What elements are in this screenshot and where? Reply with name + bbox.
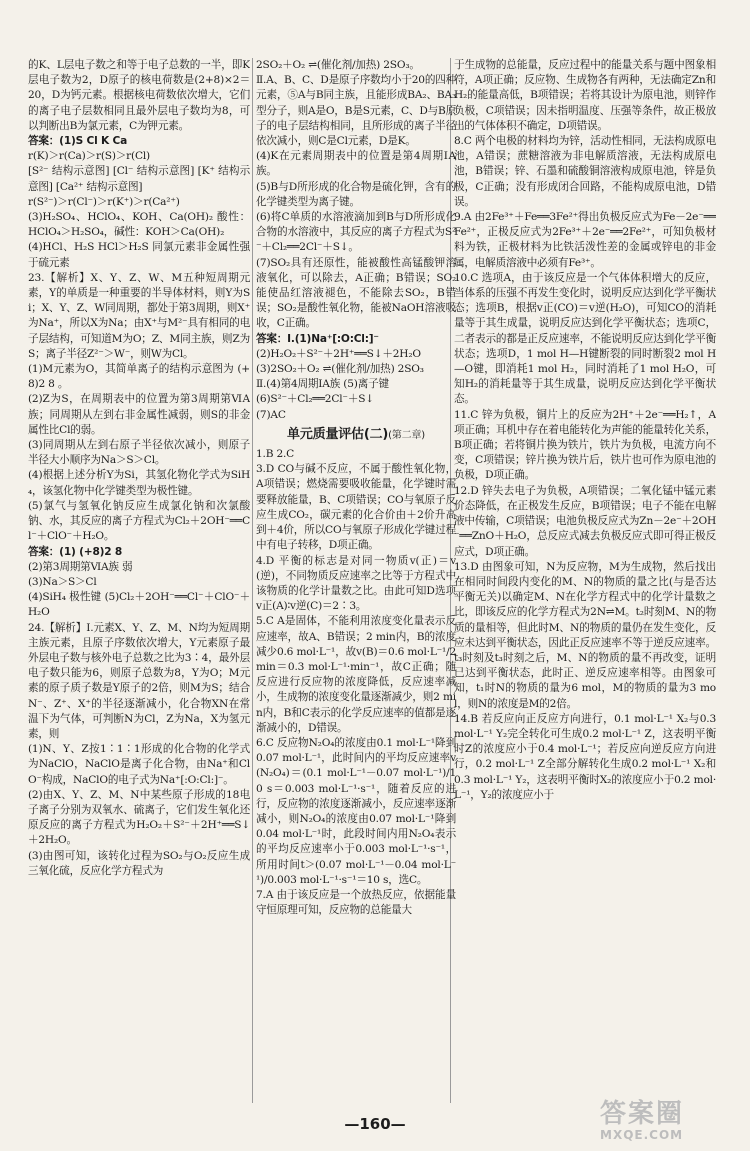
column-divider: [252, 58, 253, 1103]
paragraph: 于生成物的总能量，反应过程中的能量关系与题中图象相符，A项正确；反应物、生成物各有两种，无法确定Zn和H₂的能量高低，B项错误；若将其设计为原电池，则锌作负极，C项错误；因未指明温度、压强等条件，故正极放出的气体体积不确定，D项错误。: [454, 59, 716, 132]
paragraph: (1)N、Y、Z按1∶1∶1形成的化合物的化学式为NaClO，NaClO是离子化合物，由Na⁺和ClO⁻构成，NaClO的电子式为Na⁺[:O:Cl:]⁻。: [28, 743, 250, 786]
paragraph: (4)SiH₄ 极性键 (5)Cl₂＋2OH⁻══Cl⁻＋ClO⁻＋H₂O: [28, 591, 250, 619]
paragraph: (2)第3周期第ⅥA族 弱: [28, 560, 133, 573]
answer-item: 10.C 选项A，由于该反应是一个气体体积增大的反应，当体系的压强不再发生变化时，说明反应达到化学平衡状态；选项B，根据v正(CO)＝v逆(H₂O)，可知CO的消耗量等于其生成量，说明反应达到化学平衡状态；选项C，二者表示的都是正反应速率，不能说明反应达到化学平衡状态；选项D，1 mol H—H键断裂的同时断裂2 mol H—O键，即消耗1 mol H₂，同时消耗了1 mol H₂O，可知H₂的消耗量等于其生成量，说明反应达到化学平衡状态。: [454, 271, 716, 406]
paragraph: (2)Z为S，在周期表中的位置为第3周期第ⅥA族；同周期从左到右非金属性减弱，则S的非金属性比Cl的弱。: [28, 393, 250, 436]
column-3: [454, 58, 716, 1103]
page-number: —160—: [344, 1115, 406, 1133]
answer-item: 6.C 反应物N₂O₄的浓度由0.1 mol·L⁻¹降到0.07 mol·L⁻¹，此时间内的平均反应速率v(N₂O₄)＝(0.1 mol·L⁻¹－0.07 mol·L⁻¹)/10 s＝0.003 mol·L⁻¹·s⁻¹，随着反应的进行，反应物的浓度逐渐减小，反应速率逐渐减小，则N₂O₄的浓度由0.07 mol·L⁻¹降到0.04 mol·L⁻¹时，此段时间内用N₂O₄表示的平均反应速率小于0.003 mol·L⁻¹·s⁻¹，所用时间t＞(0.07 mol·L⁻¹－0.04 mol·L⁻¹)/0.003 mol·L⁻¹·s⁻¹＝10 s，选C。: [256, 736, 456, 886]
paragraph: (3)Na＞S＞Cl: [28, 575, 97, 588]
answer-item: 5.C A是固体，不能利用浓度变化量表示反应速率，故A、B错误；2 min内，B的浓度减少0.6 mol·L⁻¹，故v(B)＝0.6 mol·L⁻¹/2 min＝0.3 mol·L⁻¹·min⁻¹，故C正确；随反应进行反应物的浓度降低，反应速率减小，生成物的浓度变化量逐渐减少，则2 min内，B和C表示的化学反应速率的值都是逐渐减小的，D错误。: [256, 615, 456, 734]
watermark-text: 答案圈: [600, 1099, 685, 1129]
answer-item: 3.D CO与碱不反应，不属于酸性氧化物，A项错误；燃烧需要吸收能量，化学键时需要释放能量，B、C项错误；CO与氧原子反应生成CO₂，碳元素的化合价由＋2价升高到＋4价，所以CO与氧原子形成化学键过程中有电子转移，D项正确。: [256, 463, 456, 552]
question-analysis: 24.【解析】Ⅰ.元素X、Y、Z、M、N均为短周期主族元素，且原子序数依次增大，Y元素原子最外层电子数与核外电子总数之比为3∶4，最外层电子数只能为6，则原子总数为8，Y为O；M元素的原子质子数是Y原子的2倍，则M为S；结合N⁻、Z⁺、X⁺的半径逐渐减小，化合物XN在常温下为气体，可判断N为Cl，Z为Na，X为氢元素，则: [28, 621, 250, 740]
section-title: 单元质量评估(二): [287, 426, 389, 442]
paragraph: 2SO₂＋O₂ ⇌(催化剂/加热) 2SO₃。: [256, 59, 420, 71]
paragraph: Ⅱ.(4)第4周期ⅠA族 (5)离子键: [256, 378, 389, 391]
answer-item: 13.D 由图象可知，N为反应物，M为生成物，然后找出在相同时间段内变化的M、N的物质的量之比(与是否达平衡无关)以确定M、N在化学方程式中的化学计量数之比，即该反应的化学方程式为2N⇌M。t₂时刻M、N的物质的量相等，但此时M、N的物质的量仍在发生变化，反应未达到平衡状态，因此正反应速率不等于逆反应速率。t₃时刻及t₃时刻之后，M、N的物质的量不再改变，证明已达到平衡状态，此时正、逆反应速率相等。由图象可知，t₁时N的物质的量为6 mol，M的物质的量为3 mol，则N的浓度是M的2倍。: [454, 560, 716, 710]
paragraph: (4)HCl、H₂S HCl＞H₂S 同氯元素非金属性强于硫元素: [28, 241, 250, 269]
answer-line: 答案：Ⅰ.(1)Na⁺[:O:Cl:]⁻: [256, 332, 379, 345]
paragraph: (5)B与D所形成的化合物是硫化钾，含有的化学键类型为离子键。: [256, 180, 456, 208]
paragraph: (5)氯气与氢氧化钠反应生成氯化钠和次氯酸钠、水，其反应的离子方程式为Cl₂＋2OH⁻══Cl⁻＋ClO⁻＋H₂O。: [28, 499, 250, 543]
paragraph: (1)M元素为O，其简单离子的结构示意图为 (+8)2 8 。: [28, 363, 250, 391]
answer-item: 12.D 锌失去电子为负极，A项错误；二氧化锰中锰元素价态降低，在正极发生反应，B项错误；电子不能在电解液中传输，C项错误；电池负极反应式为Zn－2e⁻＋2OH⁻══ZnO＋H₂O，总反应式减去负极反应式即可得正极反应式，D项正确。: [454, 484, 716, 558]
paragraph: (7)AC: [256, 408, 286, 421]
column-1: [28, 58, 250, 1103]
answer-item: 14.B 若反应向正反应方向进行，0.1 mol·L⁻¹ X₂与0.3 mol·L⁻¹ Y₂完全转化可生成0.2 mol·L⁻¹ Z，这表明平衡时Z的浓度应小于0.4 mol·L⁻¹；若反应向逆反应方向进行，0.2 mol·L⁻¹ Z全部分解转化生成0.2 mol·L⁻¹ X₂和0.3 mol·L⁻¹ Y₂，这表明平衡时X₂的浓度应小于0.2 mol·L⁻¹，Y₂的浓度应小于: [454, 712, 716, 801]
watermark-logo: [600, 1100, 740, 1146]
paragraph: (7)SO₂具有还原性，能被酸性高锰酸钾溶液氧化，可以除去，A正确；B错误；SO₂能使品红溶液褪色，不能除去SO₂，B错误；SO₂是酸性氧化物，能被NaOH溶液吸收，C正确。: [256, 256, 456, 330]
paragraph: (4)K在元素周期表中的位置是第4周期ⅠA族。: [256, 150, 456, 178]
paragraph: (3)由图可知，该转化过程为SO₂与O₂反应生成三氧化硫，反应化学方程式为: [28, 849, 250, 877]
section-subtitle: (第二章): [388, 429, 425, 441]
question-analysis: 23.【解析】X、Y、Z、W、M五种短周期元素，Y的单质是一种重要的半导体材料，则Y为Si；X、Y、Z、W同周期，都处于第3周期，则X⁺为Na⁺，所以X为Na；由X⁺与M²⁻具有相同的电子层结构，可知道M为O；Z、M同主族，则Z为S；离子半径Z²⁻＞W⁻，则W为Cl。: [28, 271, 250, 360]
answer-item: 11.C 锌为负极，铜片上的反应为2H⁺＋2e⁻══H₂↑，A项正确；耳机中存在着电能转化为声能的能量转化关系，B项正确；若将铜片换为铁片，铁片为负极，电流方向不变，C项错误；锌片换为铁片后，铁片也可作为原电池的负极，D项正确。: [454, 408, 716, 482]
ion-structure-diagrams: [S²⁻ 结构示意图] [Cl⁻ 结构示意图] [K⁺ 结构示意图] [Ca²⁺ 结构示意图]: [28, 165, 250, 193]
answer-line: 答案：(1)S Cl K Ca: [28, 135, 128, 148]
paragraph: (3)同周期从左到右原子半径依次减小，则原子半径大小顺序为Na＞S＞Cl。: [28, 439, 250, 467]
answer-item: 4.D 平衡的标志是对同一物质v(正)＝v(逆)，不同物质反应速率之比等于方程式中该物质的化学计量数之比。由此可知D选项v正(A)∶v逆(C)＝2∶3。: [256, 554, 456, 613]
answer-item: 8.C 两个电极的材料均为锌，活动性相同，无法构成原电池，A错误；蔗糖溶液为非电解质溶液，无法构成原电池，B错误；锌、石墨和硫酸铜溶液构成原电池，锌是负极，C正确；没有形成闭合回路，不能构成原电池，D错误。: [454, 135, 716, 208]
paragraph: r(S²⁻)＞r(Cl⁻)＞r(K⁺)＞r(Ca²⁺): [28, 195, 180, 208]
answer-line: 答案：(1) (+8)2 8: [28, 545, 123, 558]
paragraph: Ⅱ.A、B、C、D是原子序数均小于20的四种元素，⑤A与B同主族，且能形成BA₂、BA₃型分子，则A是O，B是S元素，C、D与B原子的电子层结构相同，且所形成的离子半径依次减小，则C是Cl元素，D是K。: [256, 74, 456, 148]
paragraph: (3)2SO₂＋O₂ ⇌(催化剂/加热) 2SO₃: [256, 363, 424, 376]
paragraph: (6)S²⁻＋Cl₂══2Cl⁻＋S↓: [256, 393, 374, 406]
answer-item: 7.A 由于该反应是一个放热反应，依据能量守恒原理可知，反应物的总能量大: [256, 888, 456, 917]
paragraph: (2)由X、Y、Z、M、N中某些原子形成的18电子离子分别为双氧水、硫离子，它们发生氧化还原反应的离子方程式为H₂O₂＋S²⁻＋2H⁺══S↓＋2H₂O。: [28, 788, 250, 847]
paragraph: (2)H₂O₂＋S²⁻＋2H⁺══S↓＋2H₂O: [256, 347, 421, 360]
paragraph: (4)根据上述分析Y为Si，其氢化物化学式为SiH₄，该氢化物中化学键类型为极性键。: [28, 469, 250, 497]
paragraph: 的K、L层电子数之和等于电子总数的一半，即K层电子数为2，D原子的核电荷数是(2+8)×2＝20，D为钙元素。根据核电荷数依次增大，它们的离子电子层数相同且最外层电子数均为8，可以判断出B为氯元素，C为钾元素。: [28, 59, 250, 132]
paragraph: (3)H₂SO₄、HClO₄、KOH、Ca(OH)₂ 酸性：HClO₄＞H₂SO₄，碱性：KOH＞Ca(OH)₂: [28, 211, 250, 239]
answer-line: 1.B 2.C: [256, 448, 295, 461]
answer-item: 9.A 由2Fe³⁺＋Fe══3Fe²⁺得出负极反应式为Fe－2e⁻══Fe²⁺，正极反应式为2Fe³⁺＋2e⁻══2Fe²⁺，可知负极材料为铁，正极材料为比铁活泼性差的金属或锌电的非金属，电解质溶液中必须有Fe³⁺。: [454, 211, 716, 269]
paragraph: r(K)＞r(Ca)＞r(S)＞r(Cl): [28, 150, 150, 163]
section-heading: [256, 427, 456, 443]
column-2: [256, 58, 456, 1103]
paragraph: (6)将C单质的水溶液滴加到B与D所形成化合物的水溶液中，其反应的离子方程式为S²⁻＋Cl₂══2Cl⁻＋S↓。: [256, 211, 456, 254]
watermark-url: MXQE.COM: [600, 1128, 684, 1142]
